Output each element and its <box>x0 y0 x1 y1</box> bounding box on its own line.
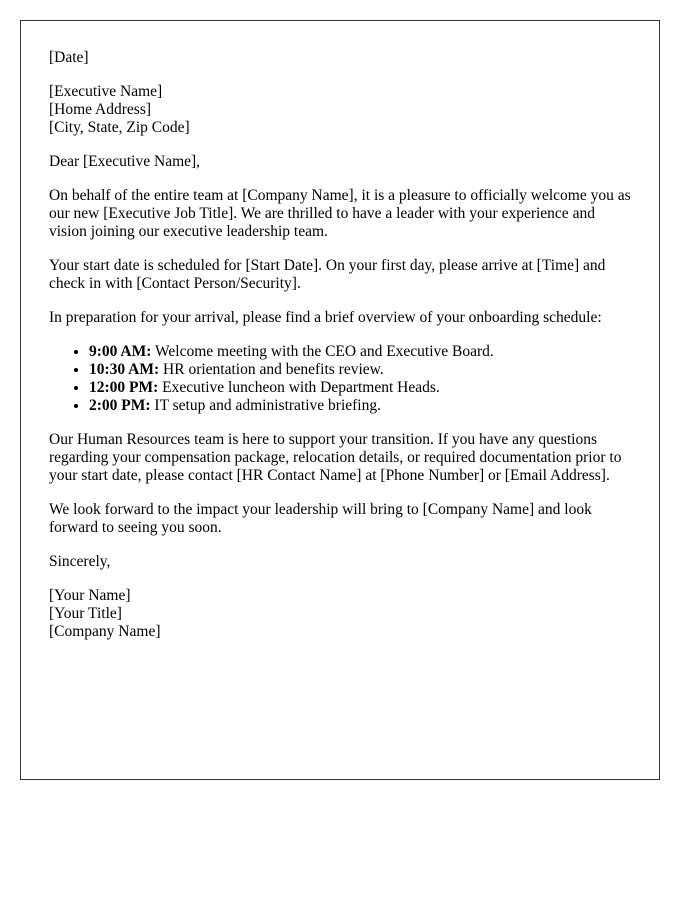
schedule-item <box>89 379 631 397</box>
date-text: [Date] <box>49 49 89 66</box>
schedule-item <box>89 361 631 379</box>
signer-title: [Your Title] <box>49 605 122 622</box>
schedule-description: HR orientation and benefits review. <box>159 361 384 378</box>
welcome-paragraph: On behalf of the entire team at [Company Name], it is a pleasure to officially welcome you as our new [Executive Job Title]. We are thrilled to have a leader with your experience and vision joining our executive leadership team. <box>49 187 631 240</box>
signer-company: [Company Name] <box>49 623 161 640</box>
recipient-city: [City, State, Zip Code] <box>49 119 190 136</box>
signature-block <box>49 587 631 641</box>
recipient-address-block <box>49 83 631 137</box>
schedule-time: 10:30 AM: <box>89 361 160 378</box>
schedule-description: Executive luncheon with Department Heads. <box>158 379 440 396</box>
schedule-time: 9:00 AM: <box>89 343 152 360</box>
start-date-paragraph: Your start date is scheduled for [Start Date]. On your first day, please arrive at [Time] and check in with [Contact Person/Security]. <box>49 257 606 292</box>
salutation: Dear [Executive Name], <box>49 153 201 170</box>
schedule-time: 2:00 PM: <box>89 397 151 414</box>
letter-date <box>49 49 631 67</box>
schedule-intro-paragraph: In preparation for your arrival, please find a brief overview of your onboarding schedule: <box>49 309 602 326</box>
closing-salutation: Sincerely, <box>49 553 111 570</box>
schedule-item <box>89 397 631 415</box>
schedule-time: 12:00 PM: <box>89 379 159 396</box>
schedule-description: Welcome meeting with the CEO and Executive Board. <box>151 343 494 360</box>
recipient-name: [Executive Name] <box>49 83 163 100</box>
letter-page <box>20 20 660 780</box>
closing-paragraph: We look forward to the impact your leadership will bring to [Company Name] and look forward to seeing you soon. <box>49 501 592 536</box>
schedule-description: IT setup and administrative briefing. <box>150 397 381 414</box>
signer-name: [Your Name] <box>49 587 131 604</box>
hr-support-paragraph: Our Human Resources team is here to support your transition. If you have any questions regarding your compensation package, relocation details, or required documentation prior to your start date, please contact [HR Contact Name] at [Phone Number] or [Email Address]. <box>49 431 622 484</box>
onboarding-schedule-list <box>49 343 631 415</box>
recipient-address: [Home Address] <box>49 101 152 118</box>
schedule-item <box>89 343 631 361</box>
